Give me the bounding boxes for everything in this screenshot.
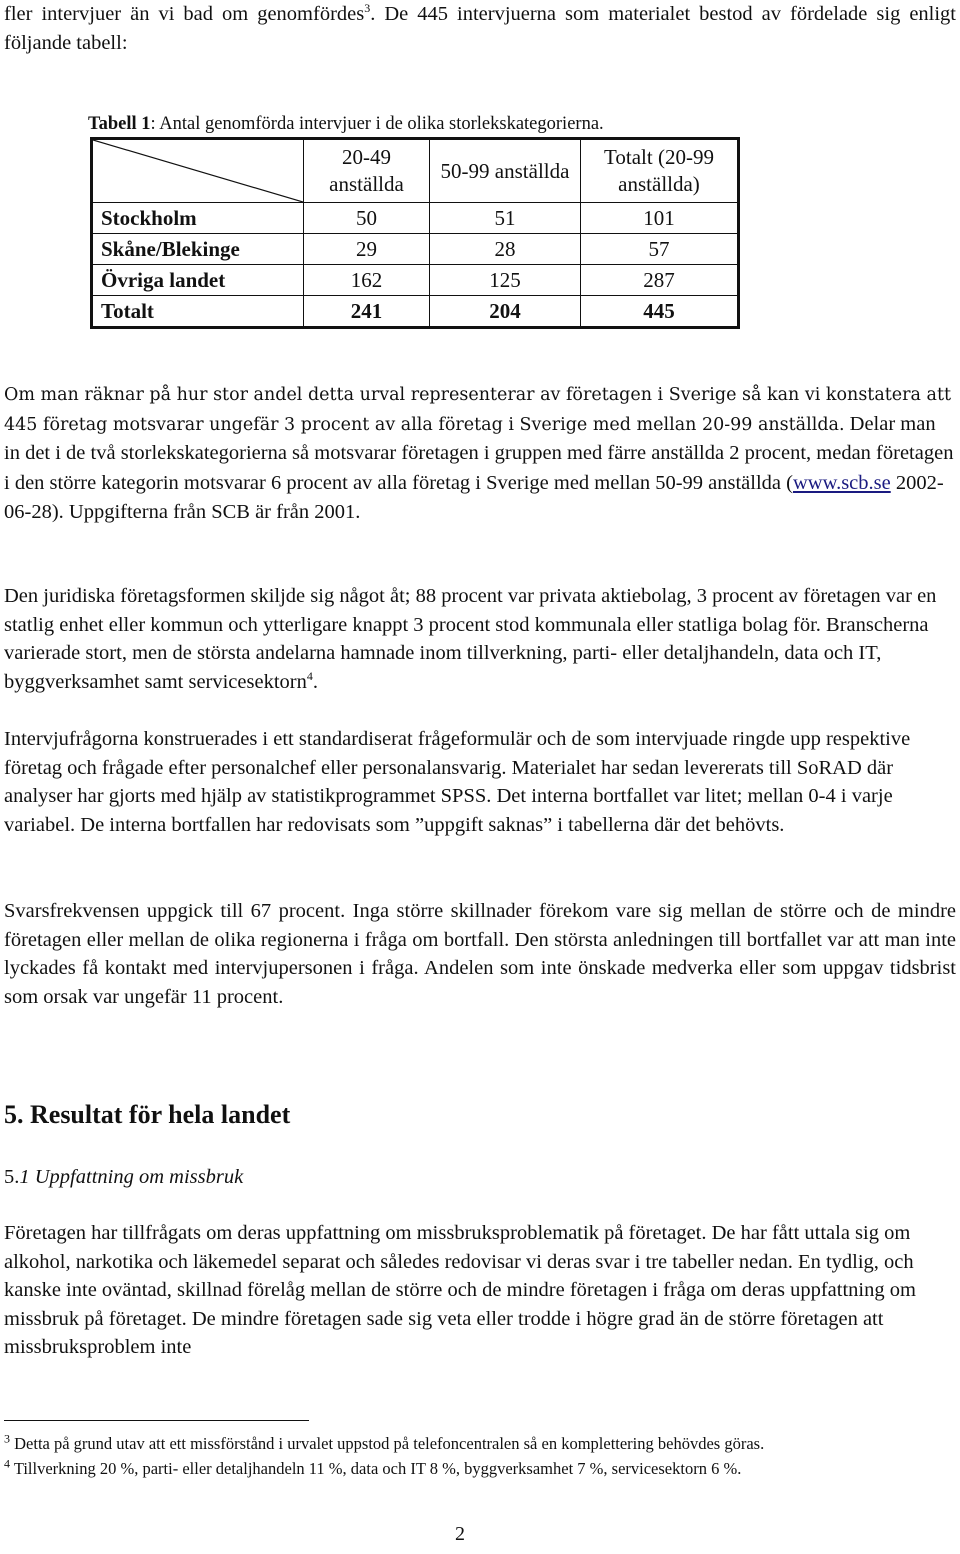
section-heading: 5. Resultat för hela landet (4, 1100, 291, 1129)
footnote-4-text: Tillverkning 20 %, parti- eller detaljhandeln 11 %, data och IT 8 %, byggverksamhet 7 %, servicesektorn 6 %. (10, 1459, 742, 1478)
subsection-number: 5. (4, 1166, 20, 1188)
row-label: Totalt (92, 296, 304, 328)
table-total-row (92, 296, 739, 328)
paragraph-share-of-companies (4, 381, 956, 528)
footnote-divider (4, 1420, 309, 1421)
table-caption-label: Tabell 1 (88, 114, 151, 134)
table-cell: 125 (430, 265, 581, 296)
table-header-row (92, 139, 739, 203)
paragraph-questionnaire: Intervjufrågorna konstruerades i ett standardiserat frågeformulär och de som intervjuade ringde upp respektive företag och frågade efter personalchef eller personalansvarig. Materialet har sedan levererats till SoRAD där analyser har gjorts med hjälp av statistikprogrammet SPSS. Det interna bortfallet var litet; mellan 0-4 i varje variabel. De interna bortfallen har redovisats som ”uppgift saknas” i tabellerna där det behövts. (4, 728, 911, 836)
table-cell: 204 (430, 296, 581, 328)
table-row (92, 265, 739, 296)
table-cell: 50 (304, 203, 430, 234)
table-cell: 28 (430, 234, 581, 265)
footnote-3-number: 3 (4, 1431, 10, 1446)
para2-text: Den juridiska företagsformen skiljde sig något åt; 88 procent var privata aktiebolag, 3 procent av företagen var en statlig enhet eller kommun och ytterligare knappt 3 procent stod kommunala eller statliga bolag för. Branscherna varierade stort, men de största andelarna hamnade inom tillverkning, parti- eller detaljhandeln, data och IT, byggverksamhet samt servicesektorn (4, 585, 937, 693)
table-cell: 445 (581, 296, 739, 328)
header-20-49: 20-49 anställda (304, 139, 430, 203)
paragraph-response-rate: Svarsfrekvensen uppgick till 67 procent. Inga större skillnader förekom vare sig mellan de större och de mindre företagen eller mellan de olika regionerna i fråga om bortfall. Den största anledningen till bortfallet var att man inte lyckades få kontakt med intervjupersonen i fråga. Andelen som inte önskade medverka eller som uppgav tidsbrist som orsak var ungefär 11 procent. (4, 900, 956, 1008)
table-cell: 51 (430, 203, 581, 234)
intro-text-a: fler intervjuer än vi bad om genomfördes (4, 3, 365, 25)
row-label: Skåne/Blekinge (92, 234, 304, 265)
interview-table (90, 137, 740, 329)
table-corner-cell (92, 139, 304, 203)
table-row (92, 234, 739, 265)
footnote-4-number: 4 (4, 1456, 10, 1471)
intro-paragraph (4, 0, 956, 57)
footnote-ref-3[interactable]: 3 (364, 1, 371, 16)
footnote-ref-4[interactable]: 4 (306, 668, 313, 683)
footnote-4 (4, 1457, 956, 1481)
para1-text-b: Delar man in det i de två storlekskategorierna så motsvarar företagen i gruppen med färre anställda 2 procent, medan företagen i den större kategorin motsvarar 6 procent av alla företag i Sverige med mellan 50-99 anställda ( (4, 412, 954, 494)
header-total: Totalt (20-99 anställda) (581, 139, 739, 203)
table-caption (88, 110, 956, 139)
subsection-heading (4, 1163, 956, 1192)
paragraph-company-form (4, 582, 956, 696)
subsection-title: 1 Uppfattning om missbruk (19, 1166, 244, 1188)
table-caption-text: : Antal genomförda intervjuer i de olika storlekskategorierna. (150, 114, 604, 134)
scb-link[interactable]: www.scb.se (792, 471, 891, 494)
row-label: Stockholm (92, 203, 304, 234)
table-cell: 287 (581, 265, 739, 296)
intro-text-b: . De 445 intervjuerna som materialet bestod av fördelade sig enligt följande tabell: (4, 3, 956, 54)
row-label: Övriga landet (92, 265, 304, 296)
diagonal-line (93, 140, 303, 202)
para2-text-end: . (312, 670, 318, 693)
footnote-3 (4, 1432, 956, 1456)
header-50-99: 50-99 anställda (430, 139, 581, 203)
table-cell: 162 (304, 265, 430, 296)
page-number: 2 (455, 1523, 465, 1545)
table-cell: 57 (581, 234, 739, 265)
table-cell: 29 (304, 234, 430, 265)
paragraph-abuse-perception: Företagen har tillfrågats om deras uppfattning om missbruksproblematik på företaget. De har fått uttala sig om alkohol, narkotika och läkemedel separat och således redovisar vi deras svar i tre tabeller nedan. En tydlig, och kanske inte oväntad, skillnad förelåg mellan de större och de mindre företagen i fråga om deras uppfattning om missbruk på företaget. De mindre företagen sade sig veta eller trodde i högre grad än de större företagen att missbruksproblem inte (4, 1222, 916, 1359)
para1-text-c: 2002-06-28). Uppgifterna från SCB är från 2001. (4, 471, 944, 524)
table-cell: 101 (581, 203, 739, 234)
footnote-3-text: Detta på grund utav att ett missförstånd i urvalet uppstod på telefoncentralen så en komplettering behövdes göras. (10, 1434, 765, 1453)
table-cell: 241 (304, 296, 430, 328)
table-row (92, 203, 739, 234)
para1-text-a: Om man räknar på hur stor andel detta urval representerar av företagen i Sverige så kan vi konstatera att 445 företag motsvarar ungefär 3 procent av alla företag i Sverige med mellan 20-99 anställda. (4, 385, 952, 435)
